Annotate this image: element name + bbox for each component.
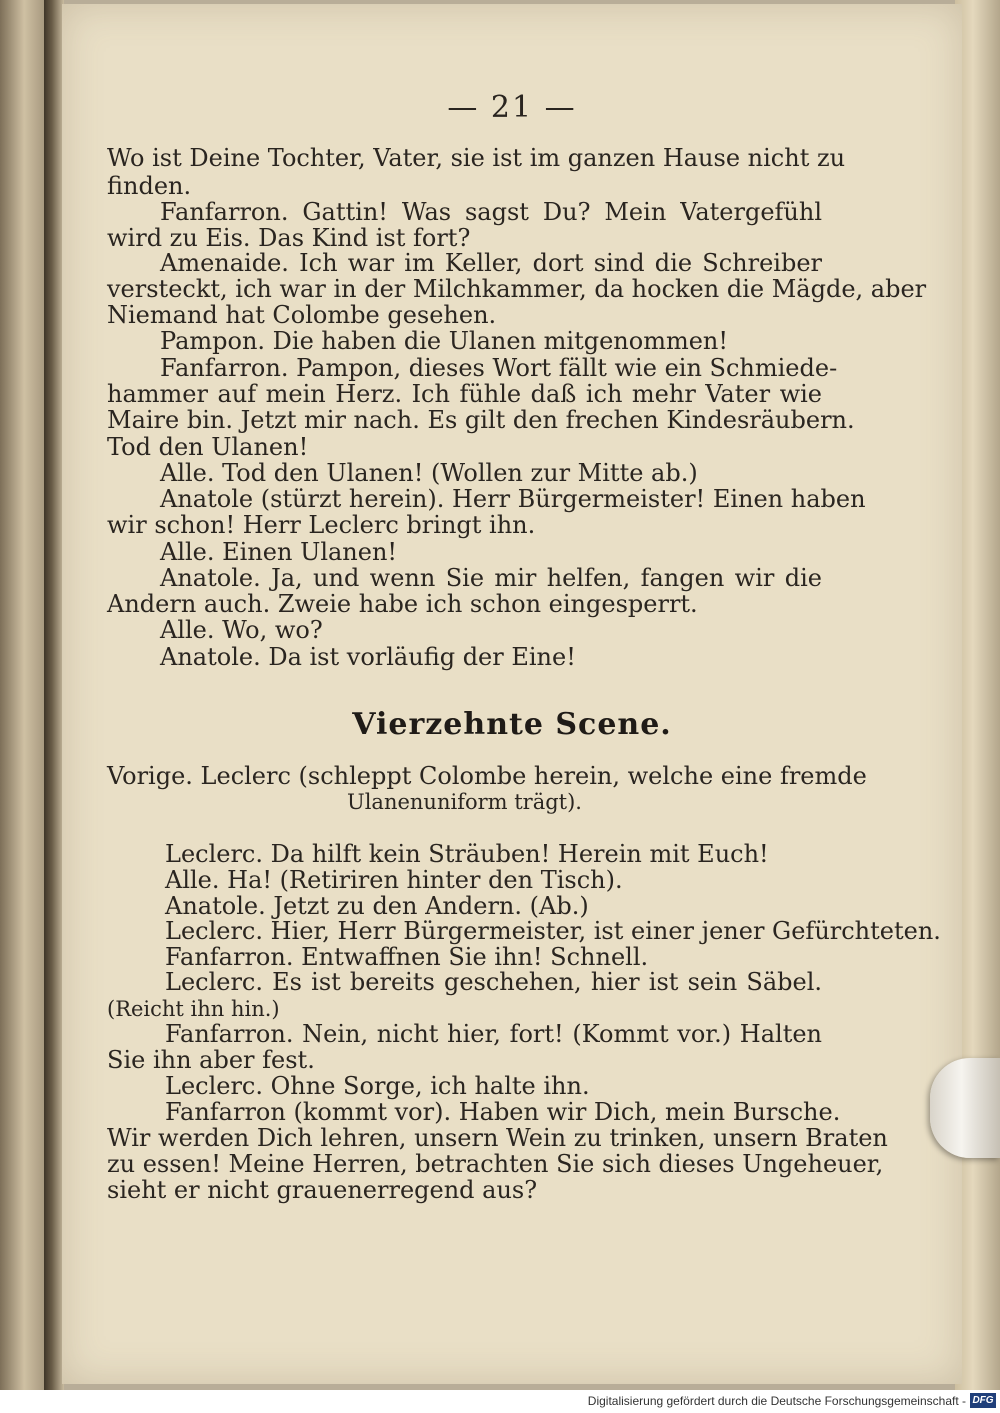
book-page	[62, 4, 962, 1384]
text-line: Leclerc. Hier, Herr Bürgermeister, ist einer jener Gefürchteten.	[165, 917, 941, 945]
text-line: Anatole. Da ist vorläufig der Eine!	[160, 643, 576, 671]
text-line: zu essen! Meine Herren, betrachten Sie sich dieses Ungeheuer,	[107, 1150, 884, 1178]
text-line: Tod den Ulanen!	[107, 433, 309, 461]
text-line: Fanfarron. Gattin! Was sagst Du? Mein Vatergefühl	[160, 198, 822, 226]
text-line: Leclerc. Es ist bereits geschehen, hier ist sein Säbel.	[165, 968, 822, 996]
text-line: hammer auf mein Herz. Ich fühle daß ich mehr Vater wie	[107, 380, 822, 408]
text-line: Anatole. Ja, und wenn Sie mir helfen, fangen wir die	[160, 564, 822, 592]
stage-direction-line: Ulanenuniform trägt).	[347, 790, 582, 814]
book-gutter	[44, 0, 64, 1390]
text-line: Fanfarron (kommt vor). Haben wir Dich, mein Bursche.	[165, 1098, 841, 1126]
text-line: Fanfarron. Entwaffnen Sie ihn! Schnell.	[165, 943, 649, 971]
text-line: Leclerc. Ohne Sorge, ich halte ihn.	[165, 1072, 590, 1100]
text-line: Maire bin. Jetzt mir nach. Es gilt den frechen Kindesräubern.	[107, 406, 855, 434]
dfg-logo: DFG	[970, 1393, 996, 1408]
text-line: Pampon. Die haben die Ulanen mitgenommen!	[160, 327, 729, 355]
text-line: Amenaide. Ich war im Keller, dort sind die Schreiber	[160, 249, 822, 277]
text-line: Wo ist Deine Tochter, Vater, sie ist im ganzen Hause nicht zu	[107, 144, 846, 172]
text-line: versteckt, ich war in der Milchkammer, da hocken die Mägde, aber	[107, 275, 927, 303]
text-line: Alle. Ha! (Retiriren hinter den Tisch).	[165, 866, 623, 894]
text-line: Fanfarron. Nein, nicht hier, fort! (Kommt vor.) Halten	[165, 1020, 822, 1048]
page-number: — 21 —	[447, 90, 577, 125]
scene-heading: Vierzehnte Scene.	[352, 707, 672, 742]
text-line: wird zu Eis. Das Kind ist fort?	[107, 224, 471, 252]
text-line: Fanfarron. Pampon, dieses Wort fällt wie ein Schmiede-	[160, 354, 838, 382]
text-line: Alle. Tod den Ulanen! (Wollen zur Mitte ab.)	[160, 459, 698, 487]
text-line: Wir werden Dich lehren, unsern Wein zu trinken, unsern Braten	[107, 1124, 888, 1152]
text-line: Niemand hat Colombe gesehen.	[107, 301, 497, 329]
text-line: (Reicht ihn hin.)	[107, 997, 280, 1021]
page-marker-tab	[930, 1058, 1000, 1158]
text-line: Leclerc. Da hilft kein Sträuben! Herein mit Euch!	[165, 840, 769, 868]
text-line: Anatole. Jetzt zu den Andern. (Ab.)	[165, 892, 589, 920]
left-page-edge	[0, 0, 44, 1390]
text-line: finden.	[107, 172, 192, 200]
text-line: Alle. Wo, wo?	[160, 616, 323, 644]
text-line: Sie ihn aber fest.	[107, 1046, 315, 1074]
text-line: wir schon! Herr Leclerc bringt ihn.	[107, 511, 536, 539]
text-line: sieht er nicht grauenerregend aus?	[107, 1176, 538, 1204]
text-line: Andern auch. Zweie habe ich schon eingesperrt.	[107, 590, 698, 618]
footer-bar	[0, 1390, 1000, 1413]
funding-notice: Digitalisierung gefördert durch die Deutsche Forschungsgemeinschaft -	[587, 1394, 966, 1408]
stage-direction-line: Vorige. Leclerc (schleppt Colombe herein, welche eine fremde	[107, 762, 867, 790]
text-line: Alle. Einen Ulanen!	[160, 538, 398, 566]
text-line: Anatole (stürzt herein). Herr Bürgermeister! Einen haben	[160, 485, 866, 513]
